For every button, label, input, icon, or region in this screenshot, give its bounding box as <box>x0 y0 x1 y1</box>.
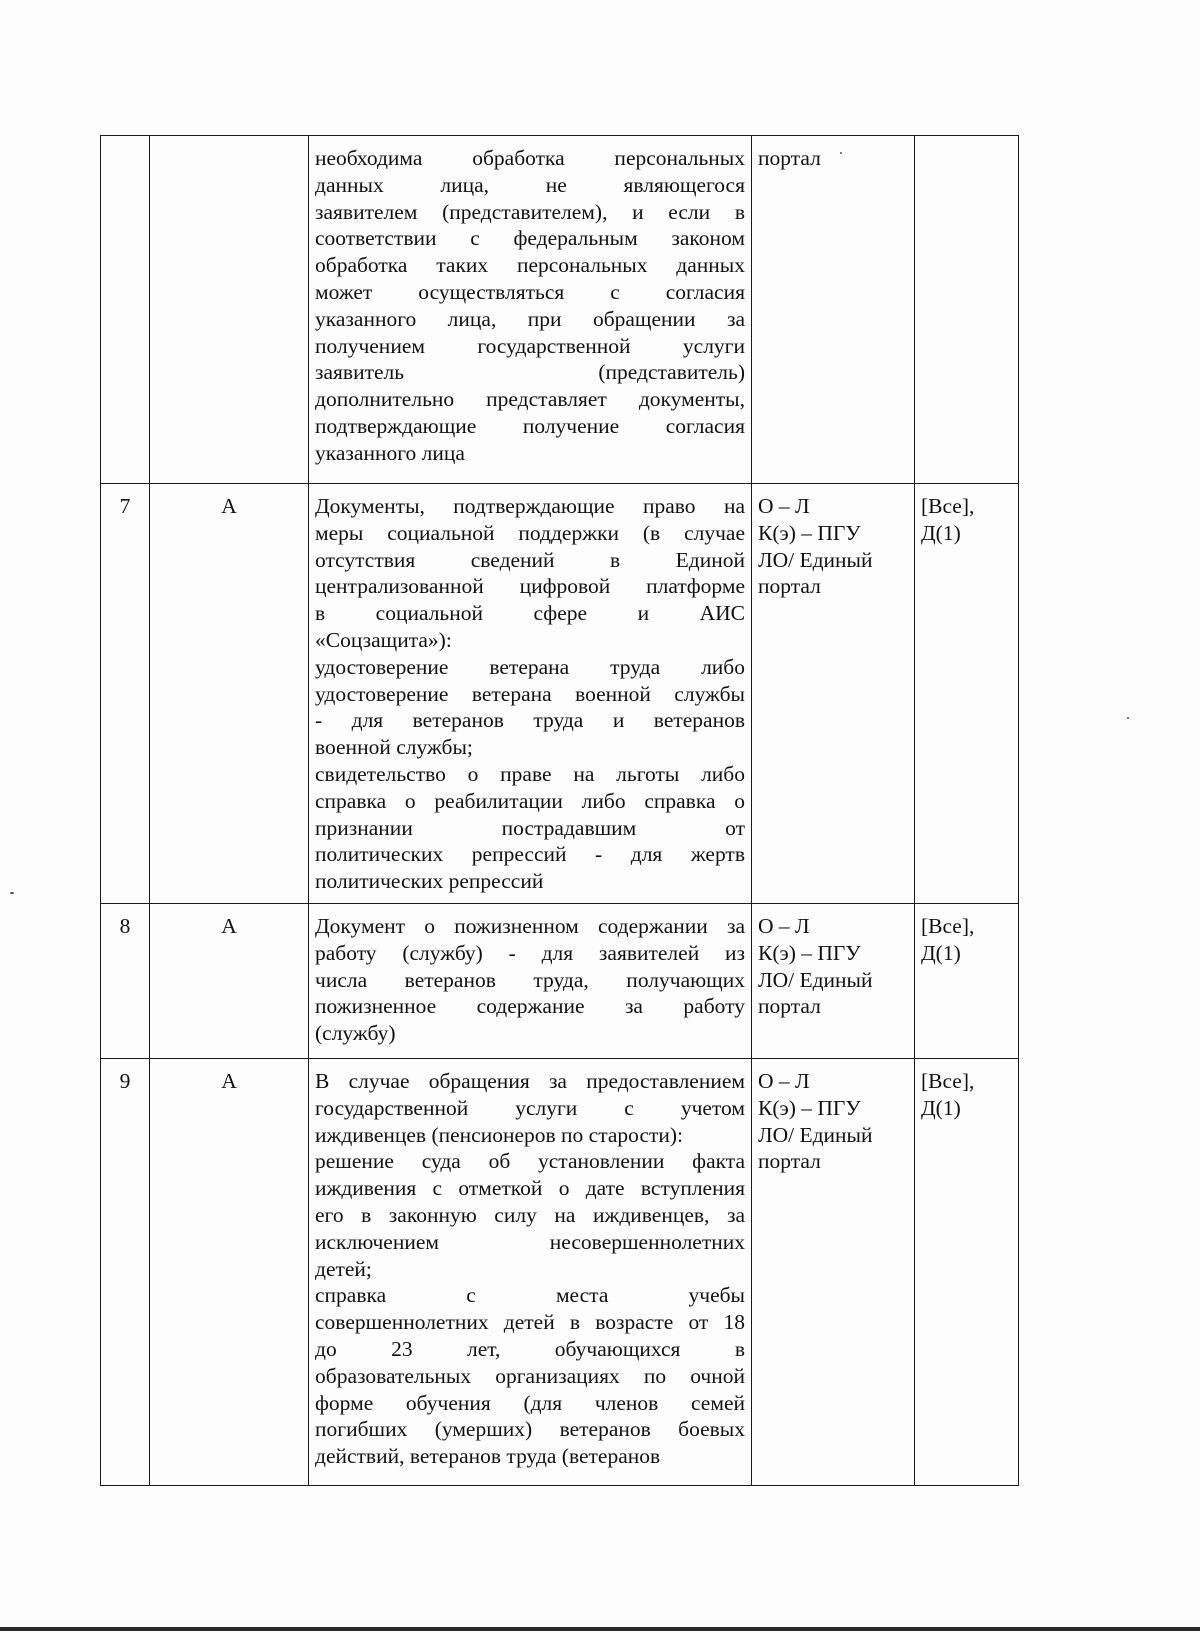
description-line: военной службы; <box>315 735 473 760</box>
description-line: числа ветеранов труда, получающих <box>315 967 745 992</box>
row-description-cell <box>309 136 752 484</box>
description-line: политических репрессий - для жертв <box>315 842 745 867</box>
source-line: ЛО/ Единый <box>758 967 873 992</box>
description-line: свидетельство о праве на льготы либо <box>315 761 745 786</box>
category-line: Д(1) <box>921 940 961 965</box>
scan-speck <box>10 892 14 894</box>
source-line: портал <box>758 1149 821 1174</box>
description-line: решение суда об установлении факта <box>315 1149 745 1174</box>
description-line: его в законную силу на иждивенцев, за <box>315 1202 745 1227</box>
description-line: удостоверение ветерана труда либо <box>315 654 745 679</box>
description-line: исключением несовершеннолетних <box>315 1229 745 1254</box>
source-line: К(э) – ПГУ <box>758 940 861 965</box>
row-category-cell <box>915 903 1019 1058</box>
row-number-cell: 7 <box>101 484 150 904</box>
category-line: [Все], <box>921 494 975 518</box>
description-line: - для ветеранов труда и ветеранов <box>315 708 745 733</box>
description-line: работу (службу) - для заявителей из <box>315 940 745 965</box>
description-line: совершеннолетних детей в возрасте от 18 <box>315 1310 745 1335</box>
row-number-cell: 8 <box>101 903 150 1058</box>
documents-table <box>100 135 1019 1486</box>
description-line: в социальной сфере и АИС <box>315 601 745 626</box>
row-source-cell <box>752 903 915 1058</box>
description-line: обработка таких персональных данных <box>315 253 745 278</box>
source-line: К(э) – ПГУ <box>758 520 861 545</box>
row-description-cell <box>309 903 752 1058</box>
description-line: получением государственной услуги <box>315 333 745 358</box>
source-line: ЛО/ Единый <box>758 547 873 572</box>
description-line: пожизненное содержание за работу <box>315 994 745 1019</box>
source-line: портал <box>758 994 821 1019</box>
description-line: заявитель (представитель) <box>315 360 745 385</box>
source-line: портал <box>758 146 821 170</box>
table-row <box>101 1058 1019 1485</box>
description-line: признании пострадавшим от <box>315 815 745 840</box>
description-line: государственной услуги с учетом <box>315 1095 745 1120</box>
source-line: портал <box>758 574 821 599</box>
description-line: меры социальной поддержки (в случае <box>315 520 745 545</box>
description-line: удостоверение ветерана военной службы <box>315 681 745 706</box>
category-line: Д(1) <box>921 520 961 545</box>
row-description-cell <box>309 1058 752 1485</box>
description-line: соответствии с федеральным законом <box>315 226 745 251</box>
description-line: может осуществляться с согласия <box>315 279 745 304</box>
description-line: указанного лица, при обращении за <box>315 306 745 331</box>
row-type-cell <box>150 136 309 484</box>
table-row <box>101 136 1019 484</box>
description-line: иждивенцев (пенсионеров по старости): <box>315 1122 684 1147</box>
source-line: О – Л <box>758 494 810 518</box>
row-type-cell: А <box>150 484 309 904</box>
row-source-cell <box>752 1058 915 1485</box>
source-line: К(э) – ПГУ <box>758 1095 861 1120</box>
description-line: данных лица, не являющегося <box>315 172 745 197</box>
description-line: отсутствия сведений в Единой <box>315 547 745 572</box>
row-source-cell <box>752 136 915 484</box>
description-line: Документ о пожизненном содержании за <box>315 913 745 938</box>
scan-speck <box>840 152 842 154</box>
source-line: О – Л <box>758 1068 810 1093</box>
description-line: политических репрессий <box>315 869 544 894</box>
description-line: Документы, подтверждающие право на <box>315 494 745 518</box>
scan-speck <box>1127 717 1129 719</box>
description-line: образовательных организациях по очной <box>315 1363 745 1388</box>
row-source-cell <box>752 484 915 904</box>
description-line: иждивения с отметкой о дате вступления <box>315 1176 745 1201</box>
description-line: необходима обработка персональных <box>315 146 745 170</box>
description-line: форме обучения (для членов семей <box>315 1390 745 1415</box>
description-line: справка с места учебы <box>315 1283 745 1308</box>
description-line: детей; <box>315 1256 372 1281</box>
description-line: до 23 лет, обучающихся в <box>315 1336 745 1361</box>
row-description-cell <box>309 484 752 904</box>
category-line: [Все], <box>921 913 975 938</box>
row-category-cell <box>915 484 1019 904</box>
description-line: централизованной цифровой платформе <box>315 574 745 599</box>
description-line: «Соцзащита»): <box>315 627 452 652</box>
source-line: О – Л <box>758 913 810 938</box>
row-category-cell <box>915 1058 1019 1485</box>
category-line: [Все], <box>921 1068 975 1093</box>
source-line: ЛО/ Единый <box>758 1122 873 1147</box>
row-type-cell: А <box>150 903 309 1058</box>
description-line: погибших (умерших) ветеранов боевых <box>315 1417 745 1442</box>
row-number-cell: 9 <box>101 1058 150 1485</box>
table-row <box>101 903 1019 1058</box>
description-line: дополнительно представляет документы, <box>315 387 745 412</box>
row-category-cell <box>915 136 1019 484</box>
description-line: подтверждающие получение согласия <box>315 413 745 438</box>
description-line: справка о реабилитации либо справка о <box>315 788 745 813</box>
row-number-cell <box>101 136 150 484</box>
description-line: заявителем (представителем), и если в <box>315 199 745 224</box>
description-line: указанного лица <box>315 440 465 465</box>
table-row <box>101 484 1019 904</box>
description-line: В случае обращения за предоставлением <box>315 1068 745 1093</box>
description-line: действий, ветеранов труда (ветеранов <box>315 1444 661 1469</box>
scan-bottom-edge <box>0 1627 1200 1631</box>
row-type-cell: А <box>150 1058 309 1485</box>
category-line: Д(1) <box>921 1095 961 1120</box>
description-line: (службу) <box>315 1021 396 1046</box>
